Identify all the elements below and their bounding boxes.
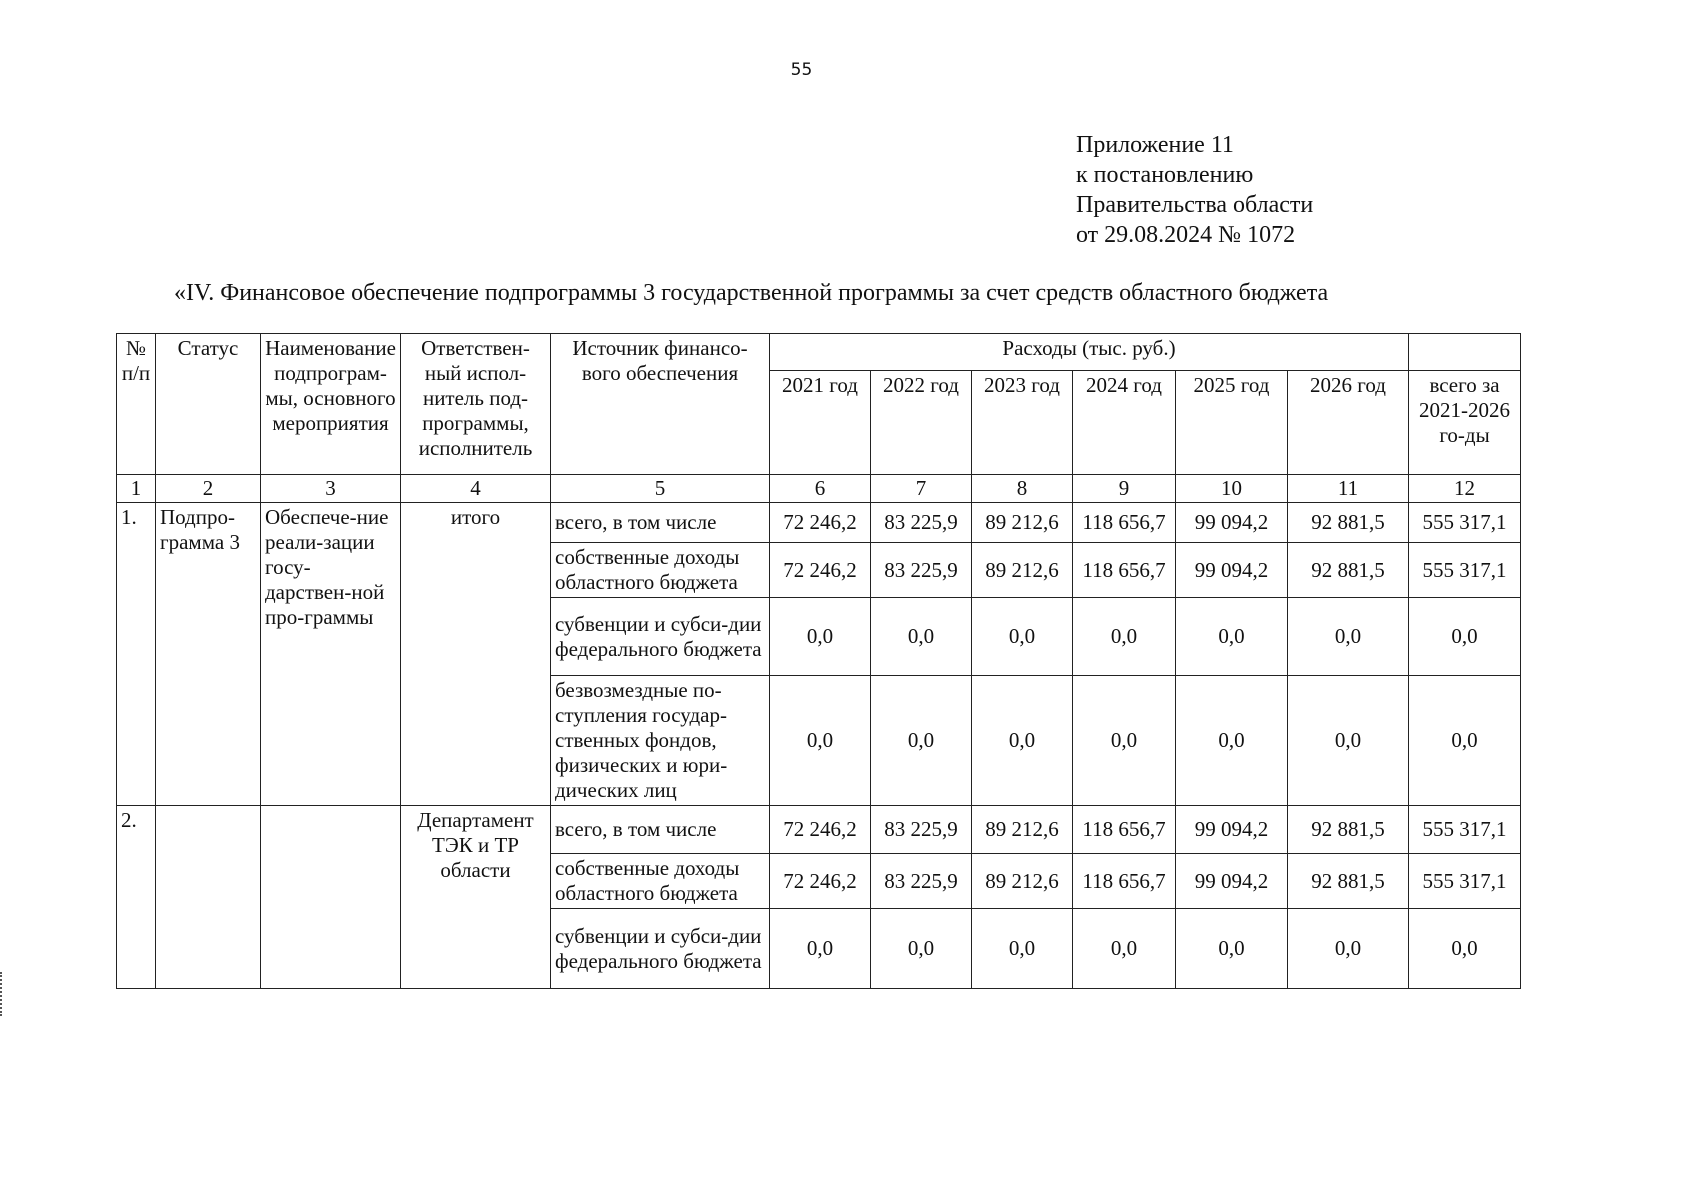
year-value-cell: 89 212,6 xyxy=(972,503,1073,543)
year-value-cell: 0,0 xyxy=(770,909,871,989)
year-value-cell: 118 656,7 xyxy=(1073,854,1176,909)
page-number: 55 xyxy=(790,60,813,80)
table-row xyxy=(117,806,1521,854)
year-value-cell: 0,0 xyxy=(972,909,1073,989)
year-value-cell: 89 212,6 xyxy=(972,854,1073,909)
appendix-line: к постановлению xyxy=(1076,162,1254,188)
total-cell: 555 317,1 xyxy=(1409,806,1521,854)
total-cell: 0,0 xyxy=(1409,676,1521,806)
header-year: 2025 год xyxy=(1176,371,1288,475)
year-value-cell: 0,0 xyxy=(1176,598,1288,676)
year-value-cell: 89 212,6 xyxy=(972,806,1073,854)
column-index: 5 xyxy=(551,475,770,503)
column-index: 2 xyxy=(156,475,261,503)
column-index: 12 xyxy=(1409,475,1521,503)
year-value-cell: 89 212,6 xyxy=(972,543,1073,598)
column-index: 8 xyxy=(972,475,1073,503)
row-status xyxy=(156,806,261,989)
year-value-cell: 0,0 xyxy=(1176,676,1288,806)
year-value-cell: 118 656,7 xyxy=(1073,503,1176,543)
funding-source: безвозмездные по-ступления государ-ственных фондов, физических и юри-дических лиц xyxy=(551,676,770,806)
year-value-cell: 83 225,9 xyxy=(871,543,972,598)
row-name: Обеспече-ние реали-зации госу-дарствен-ной про-граммы xyxy=(261,503,401,806)
column-index-row xyxy=(117,475,1521,503)
column-index: 10 xyxy=(1176,475,1288,503)
column-index: 4 xyxy=(401,475,551,503)
header-blank xyxy=(1409,334,1521,371)
year-value-cell: 72 246,2 xyxy=(770,543,871,598)
year-value-cell: 0,0 xyxy=(871,676,972,806)
total-cell: 555 317,1 xyxy=(1409,503,1521,543)
year-value-cell: 0,0 xyxy=(871,909,972,989)
binding-margin-mark xyxy=(0,972,7,1016)
year-value-cell: 92 881,5 xyxy=(1288,543,1409,598)
header-row xyxy=(117,334,1521,371)
table-row xyxy=(117,503,1521,543)
header-status: Статус xyxy=(156,334,261,475)
year-value-cell: 0,0 xyxy=(1073,598,1176,676)
appendix-line: Приложение 11 xyxy=(1076,132,1234,158)
funding-source: собственные доходы областного бюджета xyxy=(551,854,770,909)
total-cell: 0,0 xyxy=(1409,598,1521,676)
column-index: 7 xyxy=(871,475,972,503)
column-index: 11 xyxy=(1288,475,1409,503)
year-value-cell: 92 881,5 xyxy=(1288,503,1409,543)
row-executor: итого xyxy=(401,503,551,806)
header-year: 2022 год xyxy=(871,371,972,475)
header-year: 2024 год xyxy=(1073,371,1176,475)
header-source: Источник финансо-вого обеспечения xyxy=(551,334,770,475)
total-cell: 555 317,1 xyxy=(1409,854,1521,909)
funding-source: всего, в том числе xyxy=(551,503,770,543)
section-heading: «IV. Финансовое обеспечение подпрограммы 3 государственной программы за счет средств областного бюджета xyxy=(174,280,1329,306)
appendix-block xyxy=(1076,130,1313,250)
year-value-cell: 118 656,7 xyxy=(1073,543,1176,598)
year-value-cell: 92 881,5 xyxy=(1288,806,1409,854)
year-value-cell: 0,0 xyxy=(1073,676,1176,806)
year-value-cell: 0,0 xyxy=(1288,598,1409,676)
funding-source: всего, в том числе xyxy=(551,806,770,854)
year-value-cell: 0,0 xyxy=(972,598,1073,676)
financing-table xyxy=(116,333,1521,989)
header-year: 2026 год xyxy=(1288,371,1409,475)
year-value-cell: 99 094,2 xyxy=(1176,854,1288,909)
year-value-cell: 0,0 xyxy=(770,676,871,806)
year-value-cell: 99 094,2 xyxy=(1176,543,1288,598)
year-value-cell: 83 225,9 xyxy=(871,503,972,543)
year-value-cell: 0,0 xyxy=(1288,676,1409,806)
header-year: 2021 год xyxy=(770,371,871,475)
row-name xyxy=(261,806,401,989)
funding-source: субвенции и субси-дии федерального бюджета xyxy=(551,909,770,989)
year-value-cell: 0,0 xyxy=(1073,909,1176,989)
year-value-cell: 0,0 xyxy=(1176,909,1288,989)
year-value-cell: 0,0 xyxy=(871,598,972,676)
year-value-cell: 118 656,7 xyxy=(1073,806,1176,854)
year-value-cell: 0,0 xyxy=(1288,909,1409,989)
header-expenses: Расходы (тыс. руб.) xyxy=(770,334,1409,371)
header-total: всего за 2021-2026 го-ды xyxy=(1409,371,1521,475)
column-index: 9 xyxy=(1073,475,1176,503)
year-value-cell: 0,0 xyxy=(770,598,871,676)
funding-source: субвенции и субси-дии федерального бюджета xyxy=(551,598,770,676)
year-value-cell: 99 094,2 xyxy=(1176,503,1288,543)
total-cell: 555 317,1 xyxy=(1409,543,1521,598)
column-index: 6 xyxy=(770,475,871,503)
year-value-cell: 83 225,9 xyxy=(871,806,972,854)
header-year: 2023 год xyxy=(972,371,1073,475)
year-value-cell: 72 246,2 xyxy=(770,503,871,543)
header-name: Наименование подпрограм-мы, основного мероприятия xyxy=(261,334,401,475)
column-index: 3 xyxy=(261,475,401,503)
year-value-cell: 92 881,5 xyxy=(1288,854,1409,909)
year-value-cell: 83 225,9 xyxy=(871,854,972,909)
year-value-cell: 72 246,2 xyxy=(770,854,871,909)
row-number: 1. xyxy=(117,503,156,806)
header-executor: Ответствен-ный испол-нитель под-программы, исполнитель xyxy=(401,334,551,475)
year-value-cell: 0,0 xyxy=(972,676,1073,806)
appendix-line: от 29.08.2024 № 1072 xyxy=(1076,222,1296,248)
row-number: 2. xyxy=(117,806,156,989)
row-status: Подпро-грамма 3 xyxy=(156,503,261,806)
header-num: № п/п xyxy=(117,334,156,475)
column-index: 1 xyxy=(117,475,156,503)
funding-source: собственные доходы областного бюджета xyxy=(551,543,770,598)
row-executor: Департамент ТЭК и ТР области xyxy=(401,806,551,989)
appendix-line: Правительства области xyxy=(1076,192,1314,218)
year-value-cell: 72 246,2 xyxy=(770,806,871,854)
total-cell: 0,0 xyxy=(1409,909,1521,989)
year-value-cell: 99 094,2 xyxy=(1176,806,1288,854)
